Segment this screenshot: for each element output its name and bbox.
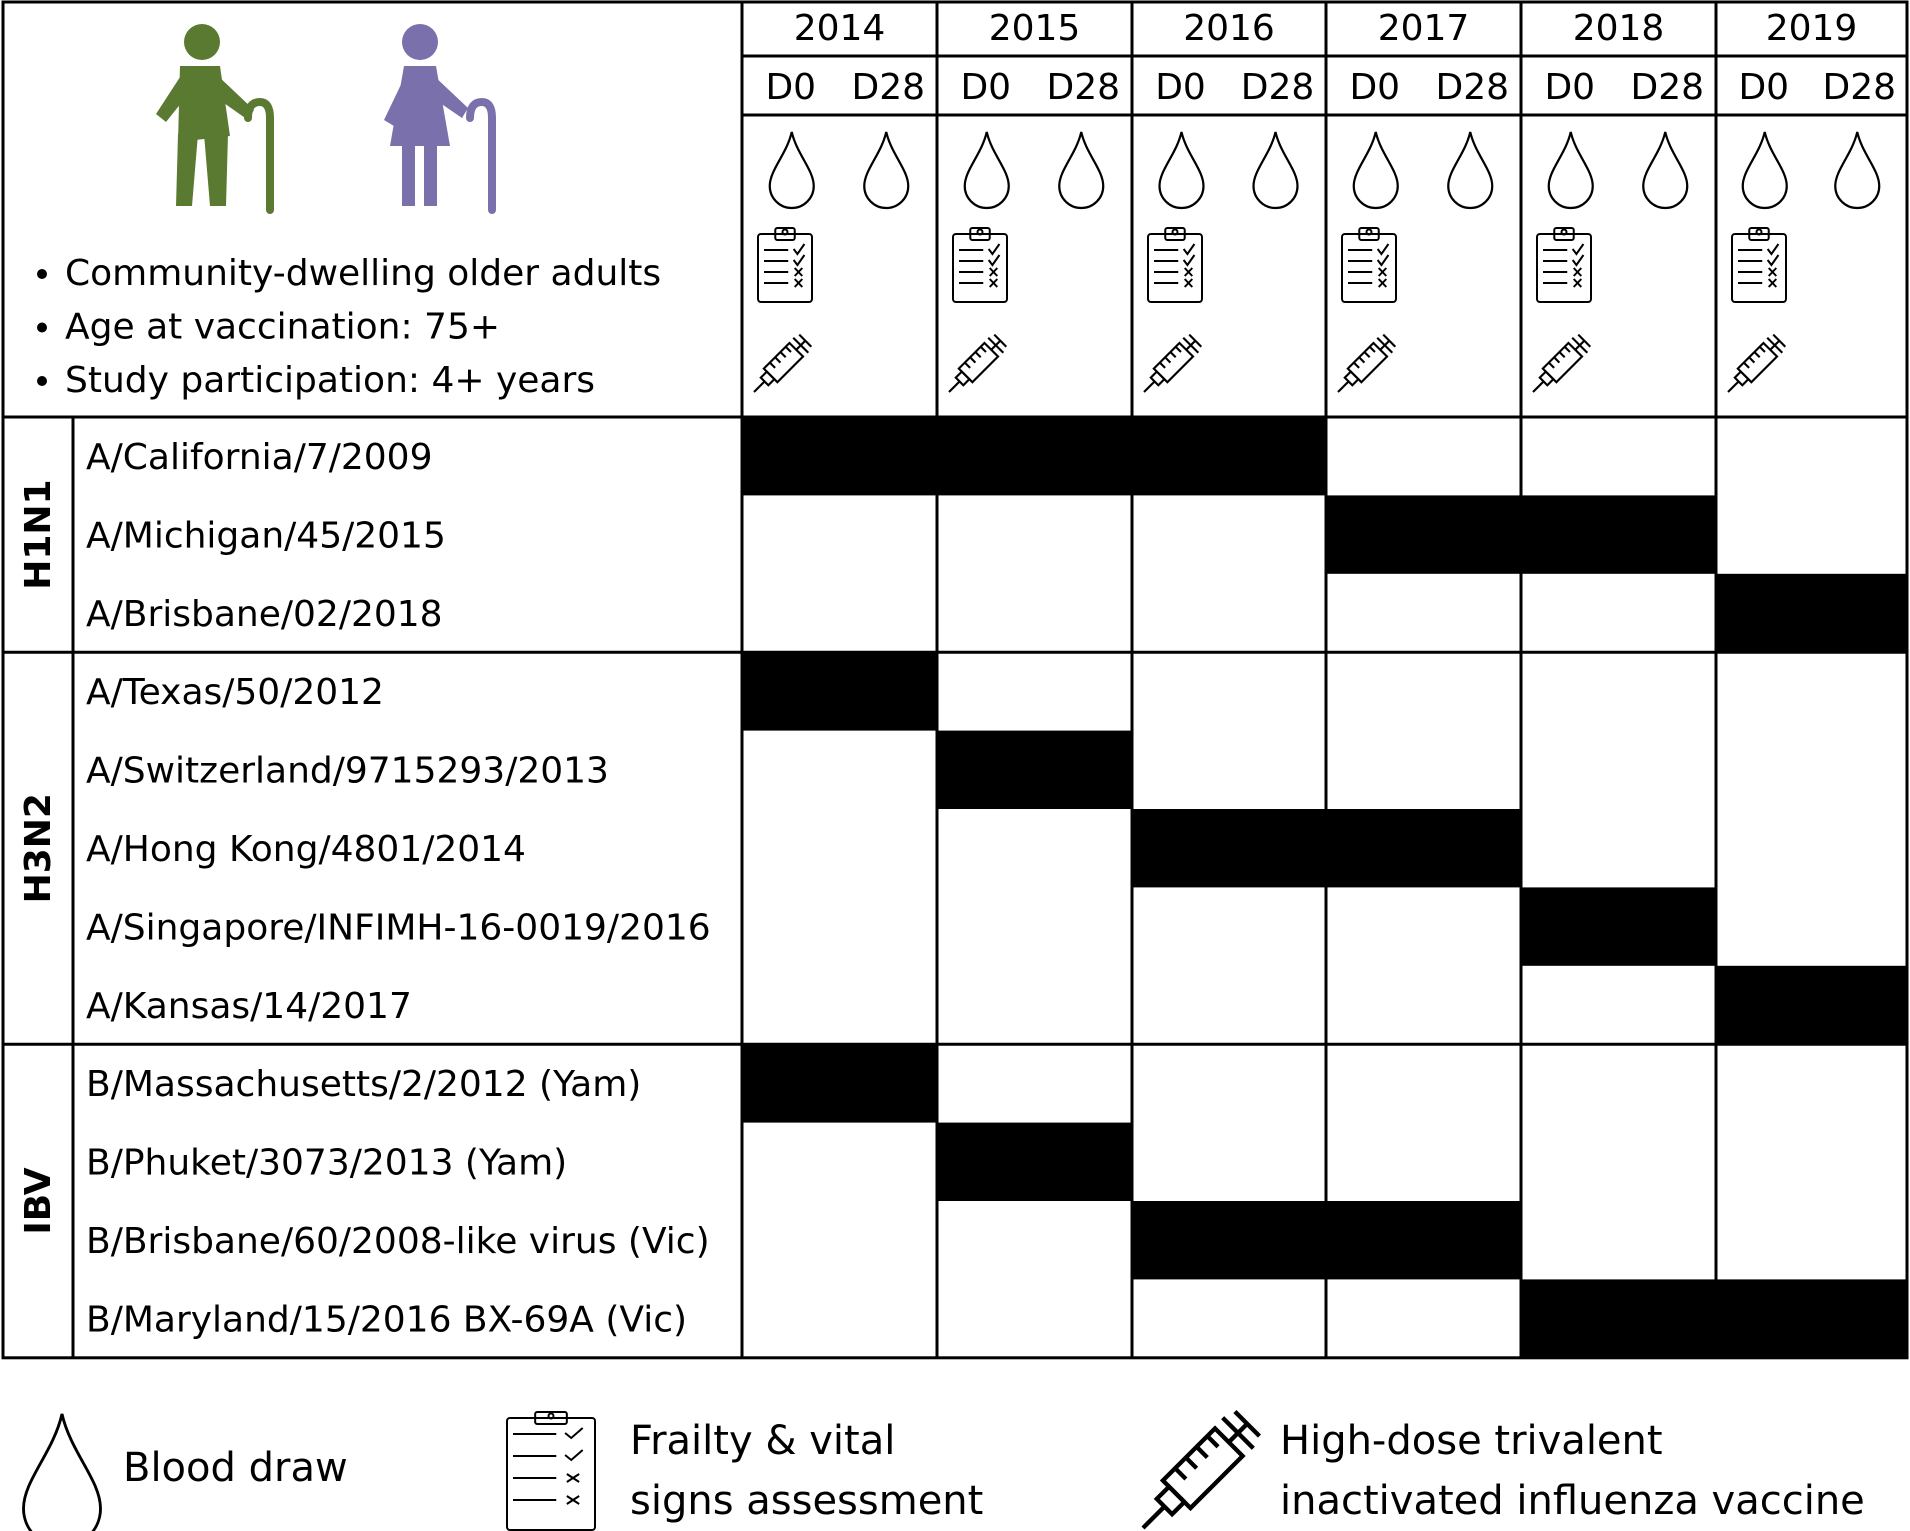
strain-year-cell <box>1521 1279 1716 1357</box>
elderly-woman-icon <box>384 24 492 210</box>
blood-drop-icon <box>1643 132 1687 208</box>
group-label: H1N1 <box>18 479 59 590</box>
clipboard-icon <box>1148 228 1202 302</box>
syringe-icon <box>1525 333 1591 399</box>
year-header: 2018 <box>1572 8 1665 49</box>
timepoint-header: D0 <box>1349 67 1401 108</box>
strain-name: A/Texas/50/2012 <box>86 672 384 714</box>
strain-name: A/Hong Kong/4801/2014 <box>86 829 526 870</box>
cohort-bullet: Age at vaccination: 75+ <box>65 306 501 348</box>
timepoint-header: D28 <box>1822 67 1897 108</box>
strain-name: A/Kansas/14/2017 <box>86 985 412 1027</box>
strain-year-cell <box>1132 1201 1326 1279</box>
blood-drop-icon <box>864 132 908 208</box>
timepoint-header: D0 <box>1738 67 1790 108</box>
year-header: 2015 <box>988 8 1081 49</box>
strain-year-cell <box>937 417 1132 495</box>
strain-year-cell <box>742 652 937 730</box>
timepoint-header: D0 <box>960 67 1012 108</box>
strain-year-cell <box>1716 966 1907 1044</box>
blood-drop-icon <box>965 132 1009 208</box>
bullet-dot <box>37 323 47 333</box>
cohort-bullet: Community-dwelling older adults <box>65 253 662 294</box>
blood-drop-icon <box>770 132 814 208</box>
clipboard-icon <box>758 228 812 302</box>
strain-year-cell <box>1326 495 1521 573</box>
strain-name: A/California/7/2009 <box>86 437 433 478</box>
cohort-bullet: Study participation: 4+ years <box>65 360 596 401</box>
blood-drop-icon <box>1354 132 1398 208</box>
strain-year-cell <box>937 731 1132 809</box>
legend-syringe-icon <box>1128 1408 1263 1531</box>
strain-name: B/Brisbane/60/2008-like virus (Vic) <box>86 1221 710 1262</box>
strain-year-cell <box>937 1123 1132 1201</box>
legend-label: High-dose trivalent <box>1280 1418 1663 1464</box>
blood-drop-icon <box>1059 132 1103 208</box>
strain-year-cell <box>1132 809 1326 887</box>
clipboard-icon <box>1732 228 1786 302</box>
year-header: 2019 <box>1765 8 1858 49</box>
timepoint-header: D28 <box>1435 67 1510 108</box>
strain-name: B/Phuket/3073/2013 (Yam) <box>86 1142 568 1184</box>
legend-blood-drop-icon <box>24 1414 101 1531</box>
strain-year-cell <box>742 1044 937 1122</box>
timepoint-header: D28 <box>1240 67 1315 108</box>
year-header: 2016 <box>1183 8 1275 49</box>
legend-label: Blood draw <box>123 1445 348 1491</box>
syringe-icon <box>746 333 812 399</box>
syringe-icon <box>1330 333 1396 399</box>
strain-year-cell <box>742 417 937 495</box>
year-header: 2014 <box>793 8 886 49</box>
strain-year-cell <box>1132 417 1326 495</box>
strain-year-cell <box>1326 809 1521 887</box>
strain-year-cell <box>1521 887 1716 965</box>
strain-year-cell <box>1716 574 1907 652</box>
blood-drop-icon <box>1743 132 1787 208</box>
syringe-icon <box>1136 333 1202 399</box>
blood-drop-icon <box>1254 132 1298 208</box>
group-label: H3N2 <box>18 793 59 904</box>
timepoint-header: D28 <box>851 67 926 108</box>
clipboard-icon <box>1537 228 1591 302</box>
strain-name: A/Brisbane/02/2018 <box>86 593 443 635</box>
blood-drop-icon <box>1549 132 1593 208</box>
blood-drop-icon <box>1160 132 1204 208</box>
strain-year-cell <box>1716 1279 1907 1357</box>
bullet-dot <box>37 376 47 386</box>
syringe-icon <box>1720 333 1786 399</box>
strain-name: A/Singapore/INFIMH-16-0019/2016 <box>86 907 711 949</box>
blood-drop-icon <box>1835 132 1879 208</box>
strain-year-cell <box>1326 1201 1521 1279</box>
timepoint-header: D28 <box>1630 67 1705 108</box>
strain-name: B/Massachusetts/2/2012 (Yam) <box>86 1064 642 1106</box>
syringe-icon <box>941 333 1007 399</box>
elderly-man-icon <box>156 24 270 210</box>
strain-name: B/Maryland/15/2016 BX-69A (Vic) <box>86 1299 688 1341</box>
blood-drop-icon <box>1448 132 1492 208</box>
timepoint-header: D0 <box>1544 67 1596 108</box>
strain-name: A/Michigan/45/2015 <box>86 515 446 557</box>
legend-label: signs assessment <box>630 1478 984 1524</box>
legend-label: inactivated influenza vaccine <box>1280 1478 1865 1524</box>
legend-label: Frailty & vital <box>630 1418 896 1464</box>
clipboard-icon <box>953 228 1007 302</box>
clipboard-icon <box>1342 228 1396 302</box>
timepoint-header: D28 <box>1046 67 1121 108</box>
group-label: IBV <box>18 1167 59 1235</box>
timepoint-header: D0 <box>1155 67 1206 108</box>
strain-year-cell <box>1521 495 1716 573</box>
year-header: 2017 <box>1377 8 1470 49</box>
legend-clipboard-icon <box>507 1412 595 1530</box>
strain-name: A/Switzerland/9715293/2013 <box>86 750 609 792</box>
bullet-dot <box>37 269 47 279</box>
timepoint-header: D0 <box>765 67 817 108</box>
